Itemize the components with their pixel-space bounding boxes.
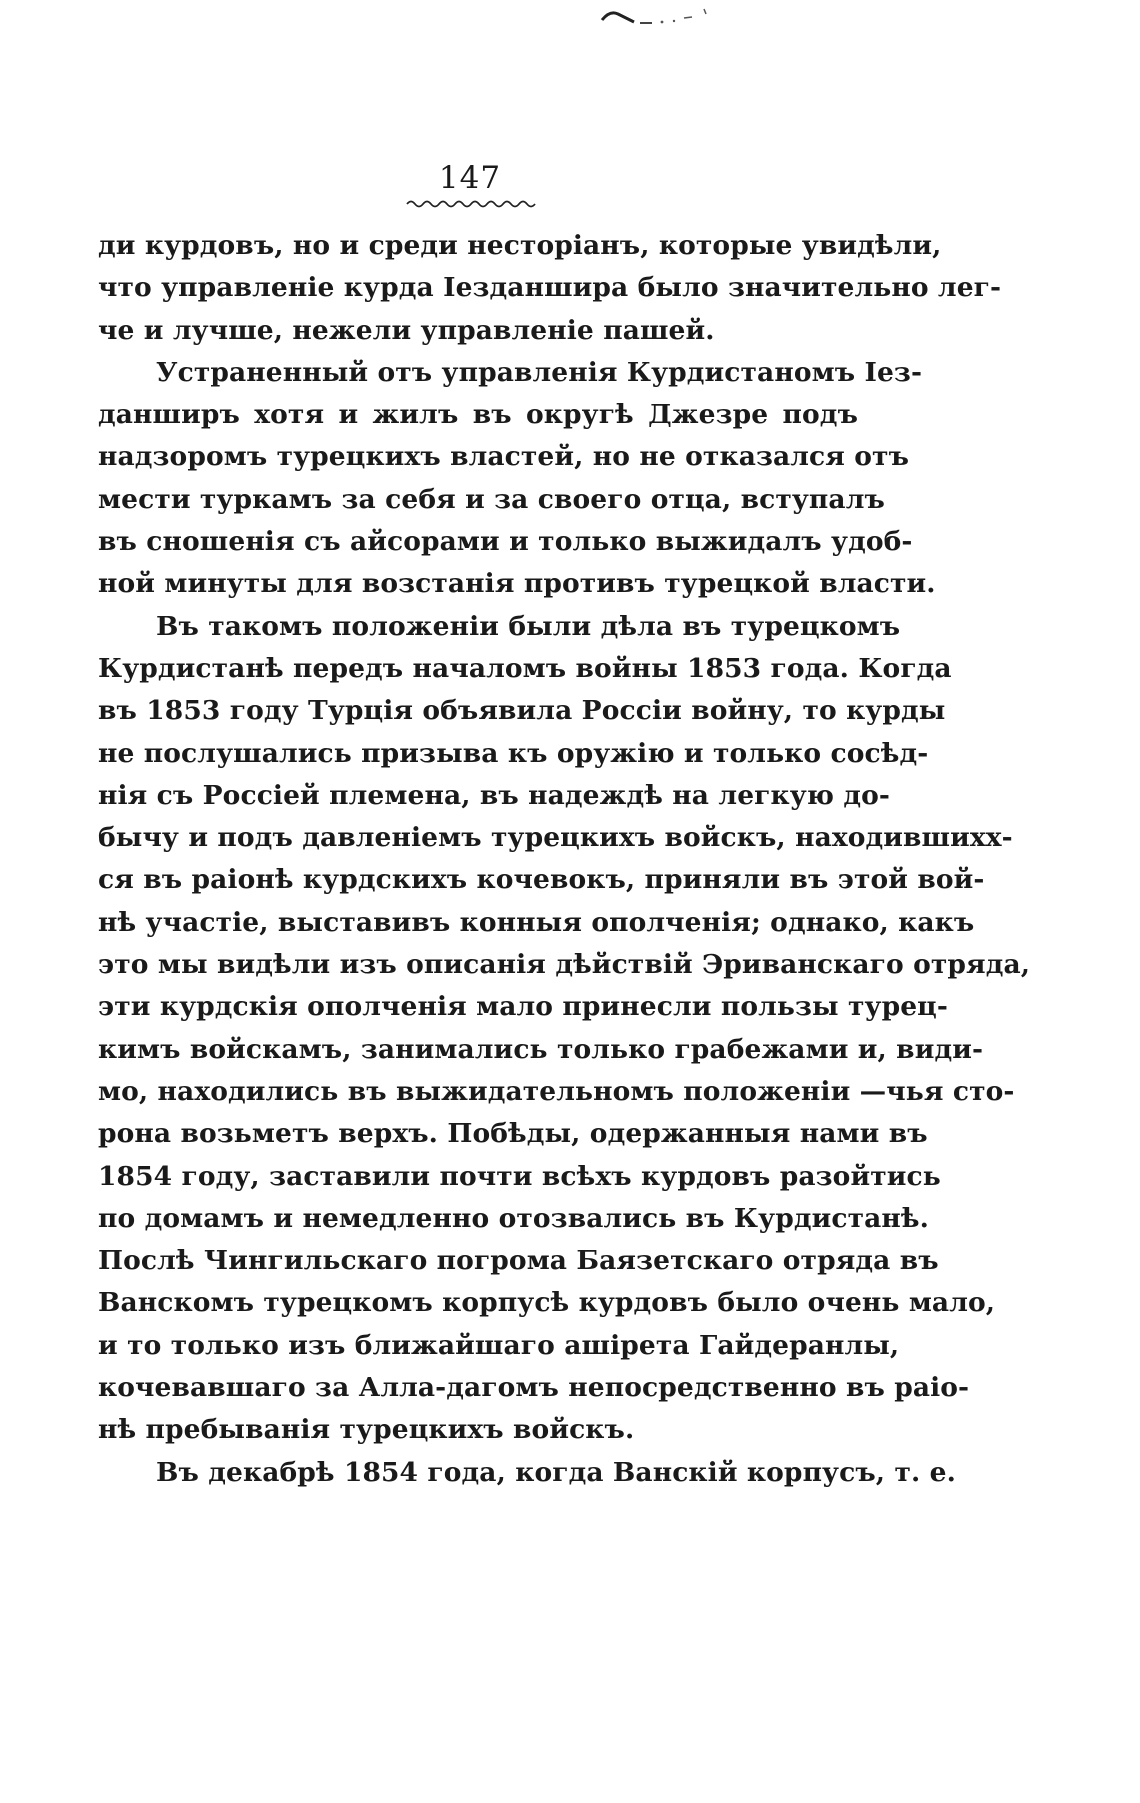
text-line: рона возьметъ верхъ. Побѣды, одержанныя нами въ [98, 1118, 928, 1150]
text-line: Въ декабрѣ 1854 года, когда Ванскій корпусъ, т. е. [156, 1456, 956, 1488]
scan-artifact-mark [600, 6, 710, 28]
text-line: въ сношенія съ айсорами и только выжидалъ удоб- [98, 526, 913, 558]
text-line: нѣ участіе, выставивъ конныя ополченія; однако, какъ [98, 906, 975, 938]
text-line: и то только изъ ближайшаго ашірета Гайдеранлы, [98, 1329, 900, 1361]
text-line: Курдистанѣ передъ началомъ войны 1853 года. Когда [98, 652, 952, 684]
text-line: Устраненный отъ управленія Курдистаномъ Іез- [156, 356, 923, 388]
text-line: что управленіе курда Іезданшира было значительно лег- [98, 272, 1002, 304]
text-line: че и лучше, нежели управленіе пашей. [98, 314, 715, 346]
text-line: въ 1853 году Турція объявила Россіи войну, то курды [98, 695, 946, 727]
text-line: это мы видѣли изъ описанія дѣйствій Эриванскаго отряда, [98, 949, 1031, 981]
text-line: нѣ пребыванія турецкихъ войскъ. [98, 1414, 635, 1446]
text-line: мести туркамъ за себя и за своего отца, вступалъ [98, 483, 885, 515]
text-line: кимъ войскамъ, занимались только грабежами и, види- [98, 1033, 984, 1065]
text-line: Послѣ Чингильскаго погрома Баязетскаго отряда въ [98, 1245, 939, 1277]
text-line: эти курдскія ополченія мало принесли пользы турец- [98, 991, 948, 1023]
text-line: кочевавшаго за Алла-дагомъ непосредственно въ раіо- [98, 1372, 970, 1404]
page-number-ornament [405, 198, 537, 210]
text-line: 1854 году, заставили почти всѣхъ курдовъ разойтись [98, 1160, 941, 1192]
body-text [98, 225, 1031, 1494]
text-line: бычу и подъ давленіемъ турецкихъ войскъ, находившихх- [98, 822, 1013, 854]
text-line: нія съ Россіей племена, въ надеждѣ на легкую до- [98, 779, 891, 811]
text-line: не послушались призыва къ оружію и только сосѣд- [98, 737, 929, 769]
text-line: ди курдовъ, но и среди несторіанъ, которые увидѣли, [98, 230, 942, 261]
text-line: по домамъ и немедленно отозвались въ Курдистанѣ. [98, 1202, 929, 1234]
page-number: 147 [438, 160, 502, 196]
text-line: ся въ раіонѣ курдскихъ кочевокъ, приняли въ этой вой- [98, 864, 985, 896]
text-line: надзоромъ турецкихъ властей, но не отказался отъ [98, 441, 909, 473]
text-line: мо, находились въ выжидательномъ положеніи —чья сто- [98, 1075, 1015, 1107]
text-line: Въ такомъ положеніи были дѣла въ турецкомъ [156, 610, 901, 642]
text-line: ной минуты для возстанія противъ турецкой власти. [98, 568, 936, 600]
text-line: данширъ хотя и жилъ въ округѣ Джезре подъ [98, 399, 858, 431]
text-line: Ванскомъ турецкомъ корпусѣ курдовъ было очень мало, [98, 1287, 996, 1319]
